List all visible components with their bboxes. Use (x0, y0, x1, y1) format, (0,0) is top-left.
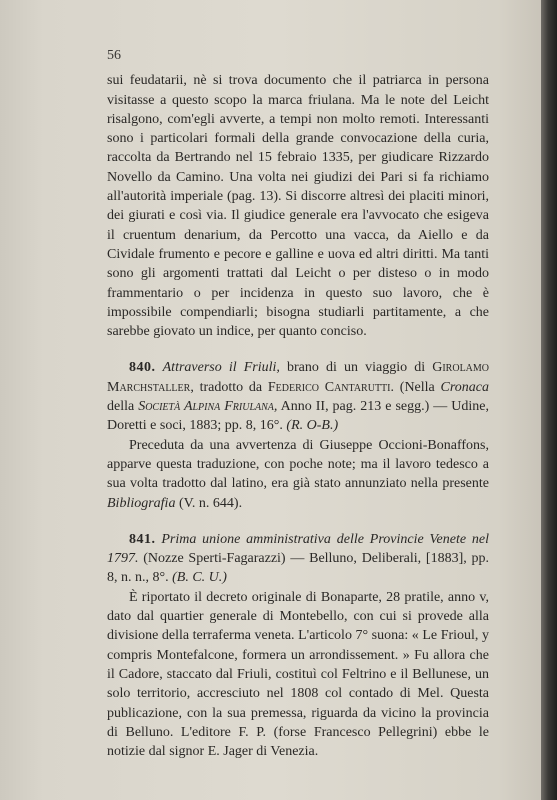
body-text: (V. n. 644). (175, 495, 243, 511)
entry-number: 841. (129, 531, 156, 547)
body-text: Preceduta da una avvertenza di Giuseppe Occioni-Bonaffons, apparve questa traduzione, con poche note; ma il lavoro tedesco a sua volta tradotto dal latino, era già stato annunziato nella presente (107, 437, 489, 492)
journal-title: Cronaca (440, 379, 490, 395)
entry-841-body: È riportato il decreto originale di Bonaparte, 28 pratile, anno v, dato dal quartier generale di Montebello, con cui si provede alla divisione della terraferma veneta. L'articolo 7° suona: « Le Frioul, y compris Montefalcone, formera un arrondissement. » Fu allora che il Cadore, staccato dal Friuli, costituì col Feltrino e il Bellunese, un solo territorio, accresciuto nel 1808 col contado di Mel. Questa publicazione, con la sua premessa, riguarda da vicino la provincia di Belluno. L'editore F. P. (forse Francesco Pellegrini) ebbe le notizie dal signor E. Jager di Venezia. (107, 589, 489, 760)
author-name: Girolamo Marchstaller (107, 360, 490, 395)
entry-number: 840. (129, 360, 156, 376)
translator-name: Federico Cantarutti (267, 379, 391, 395)
page-content (107, 46, 489, 761)
body-italic: Bibliografia (107, 495, 176, 511)
society-name: Società Alpina Friulana, (138, 399, 278, 415)
entry-title: Prima unione amministrativa delle Provincie Venete nel 1797. (107, 531, 489, 567)
citation-text: , tradotto da (190, 379, 268, 395)
entry-title: Attraverso il Friuli, (162, 360, 280, 376)
entry-840-body (107, 436, 489, 513)
library-location: (R. O-B.) (286, 418, 339, 434)
citation-text: (Nozze Sperti-Fagarazzi) — Belluno, Deliberali, [1883], pp. 8, n. n., 8°. (107, 551, 489, 586)
page-number: 56 (107, 48, 121, 63)
citation-text: della (107, 399, 139, 415)
citation-text: brano di un viaggio di (279, 360, 433, 376)
citation-text: . (Nella (390, 379, 441, 395)
entry-841-citation (107, 530, 489, 588)
citation-text: Anno II, pag. 213 e segg.) — Udine, Doretti e soci, 1883; pp. 8, 16°. (107, 399, 489, 434)
binding-edge-shadow (541, 0, 557, 800)
intro-paragraph: sui feudatarii, nè si trova documento che il patriarca in persona visitasse a questo scopo la marca friulana. Ma le note del Leicht risalgono, com'egli avverte, a tempi non molto remoti. Interessanti sono i particolari formali della grande convocazione della curia, raccolta da Bertrando nel 15 febraio 1335, per giudicare Rizzardo Novello da Camino. Una volta nei giudizi dei Pari si fa richiamo all'autorità imperiale (pag. 13). Si discorre altresì dei placiti minori, dei giurati e così via. Il giudice generale era l'avvocato che esigeva il cruentum denarium, da Percotto una vacca, da Aiello e da Cividale frumento e pecore e galline e uova ed altri diritti. Ma tanti sono gli argomenti trattati dal Leicht o per disteso o in modo frammentario o per incidenza in questo suo lavoro, che è impossibile compendiarli; bisogna studiarli partitamente, a che sarebbe giovato un indice, per quanto conciso. (107, 73, 489, 340)
library-location: (B. C. U.) (172, 570, 227, 586)
entry-840-citation (107, 358, 489, 435)
